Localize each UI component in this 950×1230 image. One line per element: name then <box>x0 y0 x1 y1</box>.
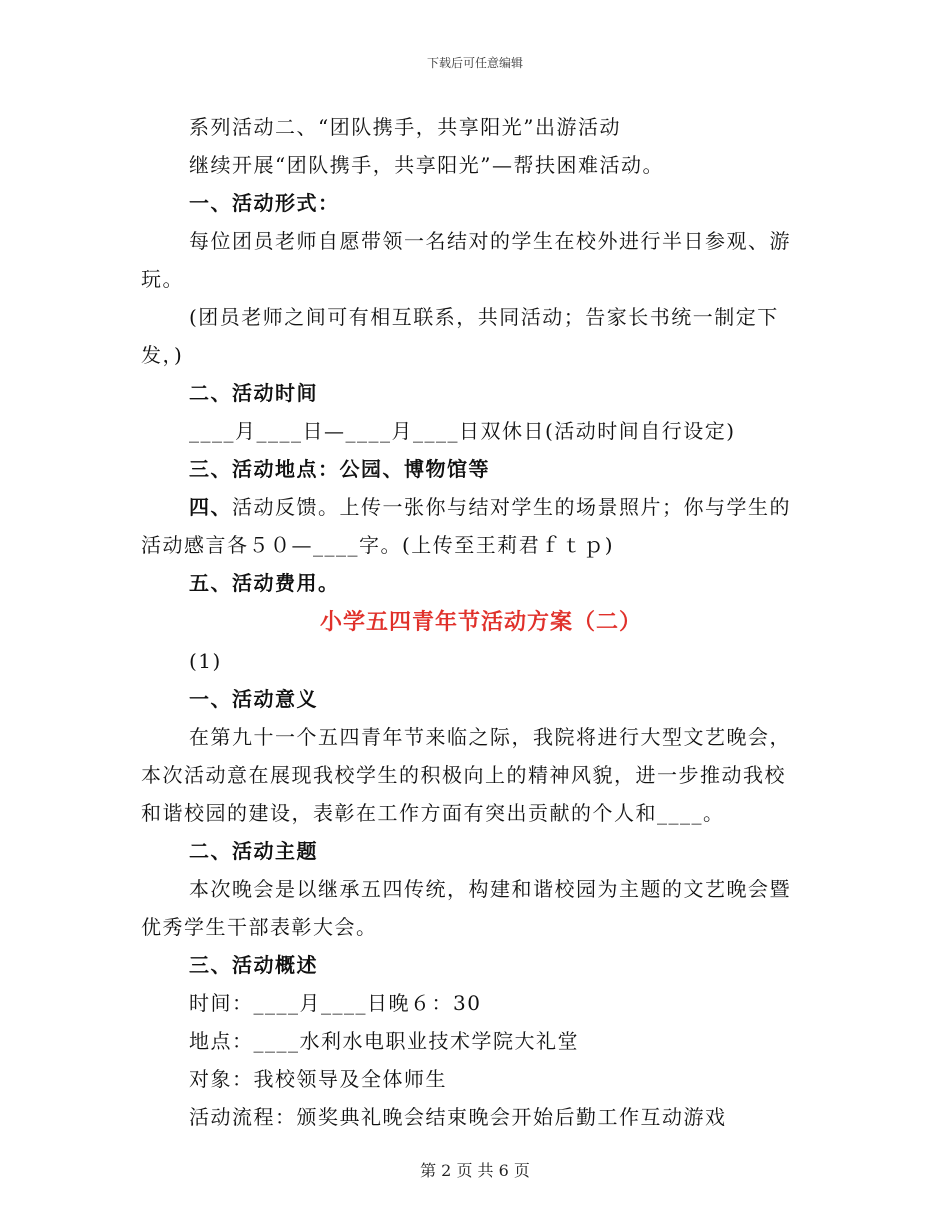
paragraph: ____月____日—____月____日双休日(活动时间自行设定) <box>189 419 736 443</box>
paragraph: 对象：我校领导及全体师生 <box>189 1067 447 1091</box>
paragraph-continuation: 发，) <box>141 343 184 367</box>
paragraph: 活动流程：颁奖典礼晚会结束晚会开始后勤工作互动游戏 <box>189 1105 727 1129</box>
paragraph-text: 活动反馈。上传一张你与结对学生的场景照片；你与学生的 <box>232 495 791 519</box>
paragraph-continuation: 活动感言各５０—____字。(上传至王莉君ｆｔｐ) <box>141 533 615 557</box>
section-heading: 一、活动形式： <box>189 191 340 215</box>
paragraph-continuation: 玩。 <box>141 267 184 291</box>
section-heading: 三、活动地点：公园、博物馆等 <box>189 457 490 481</box>
document-body <box>141 108 801 1136</box>
paragraph: 在第九十一个五四青年节来临之际，我院将进行大型文艺晚会， <box>189 725 791 749</box>
paragraph-continuation: 优秀学生干部表彰大会。 <box>141 915 378 939</box>
paragraph: 地点：____水利水电职业技术学院大礼堂 <box>189 1029 579 1053</box>
section-heading: 二、活动时间 <box>189 381 318 405</box>
section-title: 小学五四青年节活动方案（二） <box>319 609 642 635</box>
paragraph-continuation: 本次活动意在展现我校学生的积极向上的精神风貌，进一步推动我校 <box>141 763 786 787</box>
paragraph: 时间：____月____日晚６：30 <box>189 991 482 1015</box>
paragraph: (团员老师之间可有相互联系，共同活动；告家长书统一制定下 <box>189 305 779 329</box>
section-heading: 一、活动意义 <box>189 687 318 711</box>
paragraph: (1) <box>189 649 222 673</box>
page-header: 下载后可任意编辑 <box>426 56 523 70</box>
paragraph: 继续开展“团队携手，共享阳光”—帮扶困难活动。 <box>189 153 664 177</box>
section-number: 四、 <box>189 495 232 519</box>
section-heading: 五、活动费用。 <box>189 571 340 595</box>
section-heading: 二、活动主题 <box>189 839 318 863</box>
paragraph: 本次晚会是以继承五四传统，构建和谐校园为主题的文艺晚会暨 <box>189 877 791 901</box>
paragraph <box>141 488 801 526</box>
paragraph-continuation: 和谐校园的建设，表彰在工作方面有突出贡献的个人和____。 <box>141 801 725 825</box>
paragraph: 每位团员老师自愿带领一名结对的学生在校外进行半日参观、游 <box>189 229 791 253</box>
section-heading: 三、活动概述 <box>189 953 318 977</box>
page-footer: 第 2 页 共 6 页 <box>420 1161 530 1180</box>
paragraph: 系列活动二、“团队携手，共享阳光”出游活动 <box>189 115 621 139</box>
